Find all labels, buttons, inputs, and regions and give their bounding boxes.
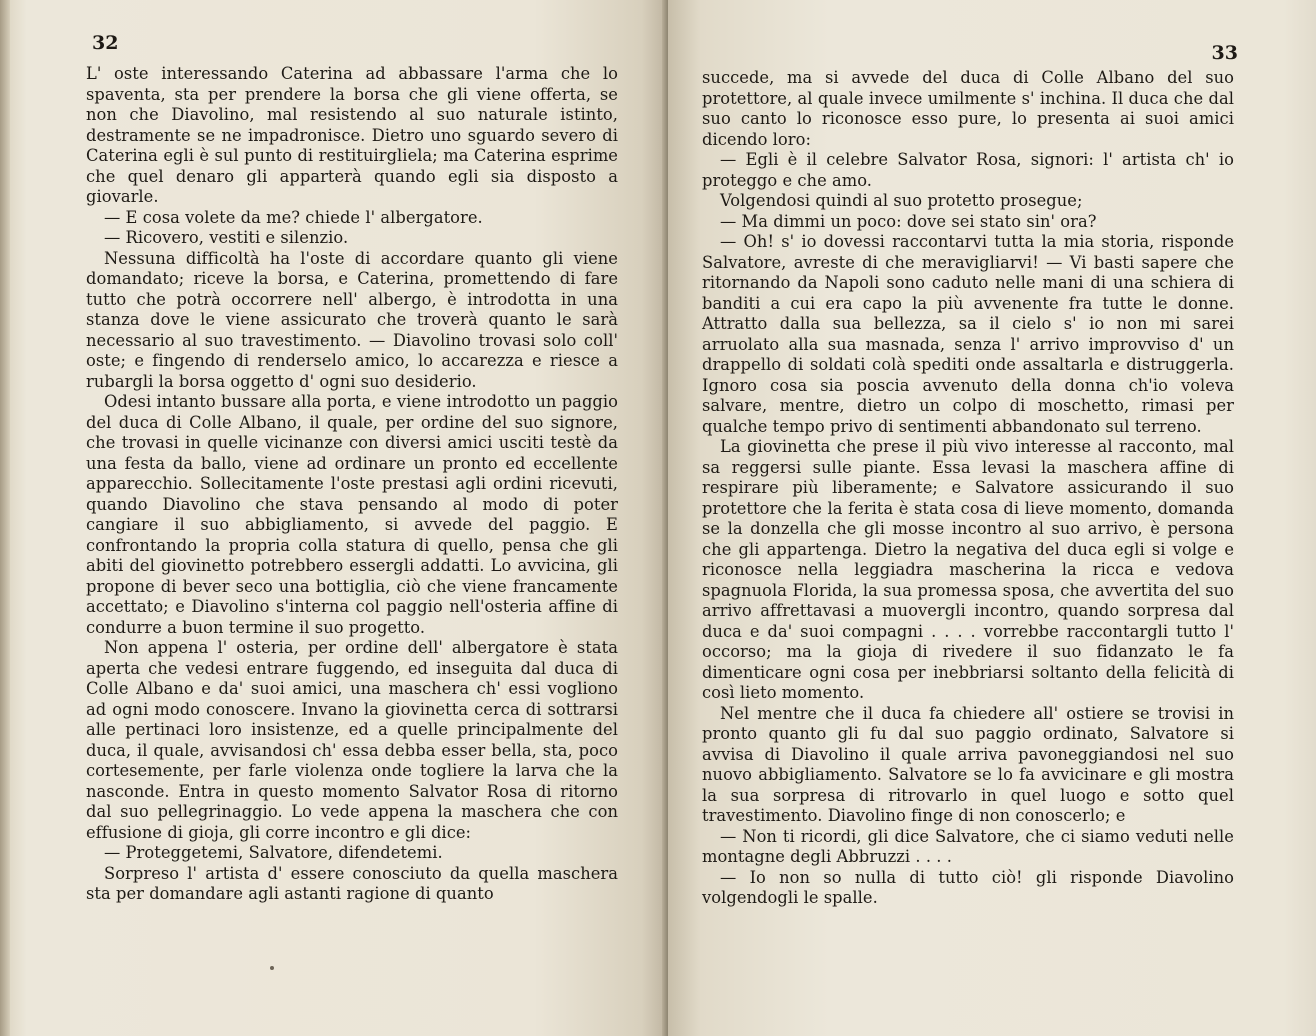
paragraph: La giovinetta che prese il più vivo interesse al racconto, mal sa reggersi sulle piante. Essa levasi la maschera affine di respirare più liberamente; e Salvatore assicurando il suo protettore che la ferita è stata cosa di lieve momento, domanda se la donzella che gli mosse incontro al suo arrivo, è persona che gli appartenga. Dietro la negativa del duca egli si volge e riconosce nella leggiadra mascherina la ricca e vedova spagnuola Florida, la sua promessa sposa, che avvertita del suo arrivo affrettavasi a muovergli incontro, quando sorpresa dal duca e da' suoi compagni . . . . vorrebbe raccontargli tutto l' occorso; ma la gioja di rivedere il suo fidanzato le fa dimenticare ogni cosa per inebbriarsi soltanto della felicità di così lieto momento. bbox=[702, 437, 1234, 702]
paragraph: — E cosa volete da me? chiede l' albergatore. bbox=[104, 207, 483, 227]
paragraph: Non appena l' osteria, per ordine dell' albergatore è stata aperta che vedesi entrare fuggendo, ed inseguita dal duca di Colle Albano e da' suoi amici, una maschera ch' essi vogliono ad ogni modo conoscere. Invano la giovinetta cerca di sottrarsi alle pertinaci loro insistenze, ed a quelle principalmente del duca, il quale, avvisandosi ch' essa debba esser bella, sta, poco cortesemente, per farle violenza onde togliere la larva che la nasconde. Entra in questo momento Salvator Rosa di ritorno dal suo pellegrinaggio. Lo vede appena la maschera che con effusione di gioja, gli corre incontro e gli dice: bbox=[86, 638, 618, 842]
page-number-left: 32 bbox=[92, 32, 119, 54]
paragraph: L' oste interessando Caterina ad abbassare l'arma che lo spaventa, sta per prendere la borsa che gli viene offerta, se non che Diavolino, mal resistendo al suo naturale istinto, destramente se ne impadronisce. Dietro uno sguardo severo di Caterina egli è sul punto di restituirgliela; ma Caterina esprime che quel denaro gli apparterà quando egli sia disposto a giovarle. bbox=[86, 64, 618, 206]
paragraph: — Non ti ricordi, gli dice Salvatore, che ci siamo veduti nelle montagne degli Abbruzzi . . . . bbox=[702, 826, 1234, 866]
right-page-text bbox=[702, 68, 1234, 909]
paragraph: Sorpreso l' artista d' essere conosciuto da quella maschera sta per domandare agli astanti ragione di quanto bbox=[86, 863, 618, 903]
paragraph: Nessuna difficoltà ha l'oste di accordare quanto gli viene domandato; riceve la borsa, e Caterina, promettendo di fare tutto che potrà occorrere nell' albergo, è introdotta in una stanza dove le viene assicurato che troverà quanto le sarà necessario al suo travestimento. — Diavolino trovasi solo coll' oste; e fingendo di renderselo amico, lo accarezza e riesce a rubargli la borsa oggetto d' ogni suo desiderio. bbox=[86, 248, 618, 391]
paragraph: — Oh! s' io dovessi raccontarvi tutta la mia storia, risponde Salvatore, avreste di che meravigliarvi! — Vi basti sapere che ritornando da Napoli sono caduto nelle mani di una schiera di banditi a cui era capo la più avvenente fra tutte le donne. Attratto dalla sua bellezza, sa il cielo s' io non mi sarei arruolato alla sua masnada, senza l' arrivo improvviso d' un drappello di soldati colà spediti onde assaltarla e distruggerla. Ignoro cosa sia poscia avvenuto della donna ch'io voleva salvare, mentre, dietro un colpo di moschetto, rimasi per qualche tempo privo di sentimenti abbandonato sul terreno. bbox=[702, 232, 1234, 436]
ink-speck bbox=[270, 966, 274, 970]
paragraph: — Proteggetemi, Salvatore, difendetemi. bbox=[104, 843, 443, 862]
paragraph: — Egli è il celebre Salvator Rosa, signori: l' artista ch' io proteggo e che amo. bbox=[702, 150, 1234, 190]
paragraph: succede, ma si avvede del duca di Colle Albano del suo protettore, al quale invece umilmente s' inchina. Il duca che dal suo canto lo riconosce esso pure, lo presenta ai suoi amici dicendo loro: bbox=[702, 68, 1234, 149]
paragraph: Nel mentre che il duca fa chiedere all' ostiere se trovisi in pronto quanto gli fu dal suo paggio ordinato, Salvatore si avvisa di Diavolino il quale arriva pavoneggiandosi nel suo nuovo abbigliamento. Salvatore se lo fa avvicinare e gli mostra la sua sorpresa di ritrovarlo in quel luogo e sotto quel travestimento. Diavolino finge di non conoscerlo; e bbox=[702, 703, 1234, 825]
paragraph: Odesi intanto bussare alla porta, e viene introdotto un paggio del duca di Colle Albano, il quale, per ordine del suo signore, che trovasi in quelle vicinanze con diversi amici usciti testè da una festa da ballo, viene ad ordinare un pronto ed eccellente apparecchio. Sollecitamente l'oste prestasi agli ordini ricevuti, quando Diavolino che stava pensando al modo di poter cangiare il suo abbigliamento, si avvede del paggio. E confrontando la propria colla statura di quello, pensa che gli abiti del giovinetto potrebbero essergli addatti. Lo avvicina, gli propone di bever seco una bottiglia, ciò che viene francamente accettato; e Diavolino s'interna col paggio nell'osteria affine di condurre a buon termine il suo progetto. bbox=[86, 392, 618, 637]
paragraph: — Ricovero, vestiti e silenzio. bbox=[104, 228, 349, 247]
page-edge bbox=[0, 0, 10, 1036]
paragraph: Volgendosi quindi al suo protetto prosegue; bbox=[720, 191, 1083, 210]
right-page bbox=[668, 0, 1316, 1036]
paragraph: — Ma dimmi un poco: dove sei stato sin' ora? bbox=[720, 211, 1097, 231]
left-page-text bbox=[86, 64, 618, 905]
page-number-right: 33 bbox=[1211, 42, 1238, 64]
paragraph: — Io non so nulla di tutto ciò! gli risponde Diavolino volgendogli le spalle. bbox=[702, 867, 1234, 907]
